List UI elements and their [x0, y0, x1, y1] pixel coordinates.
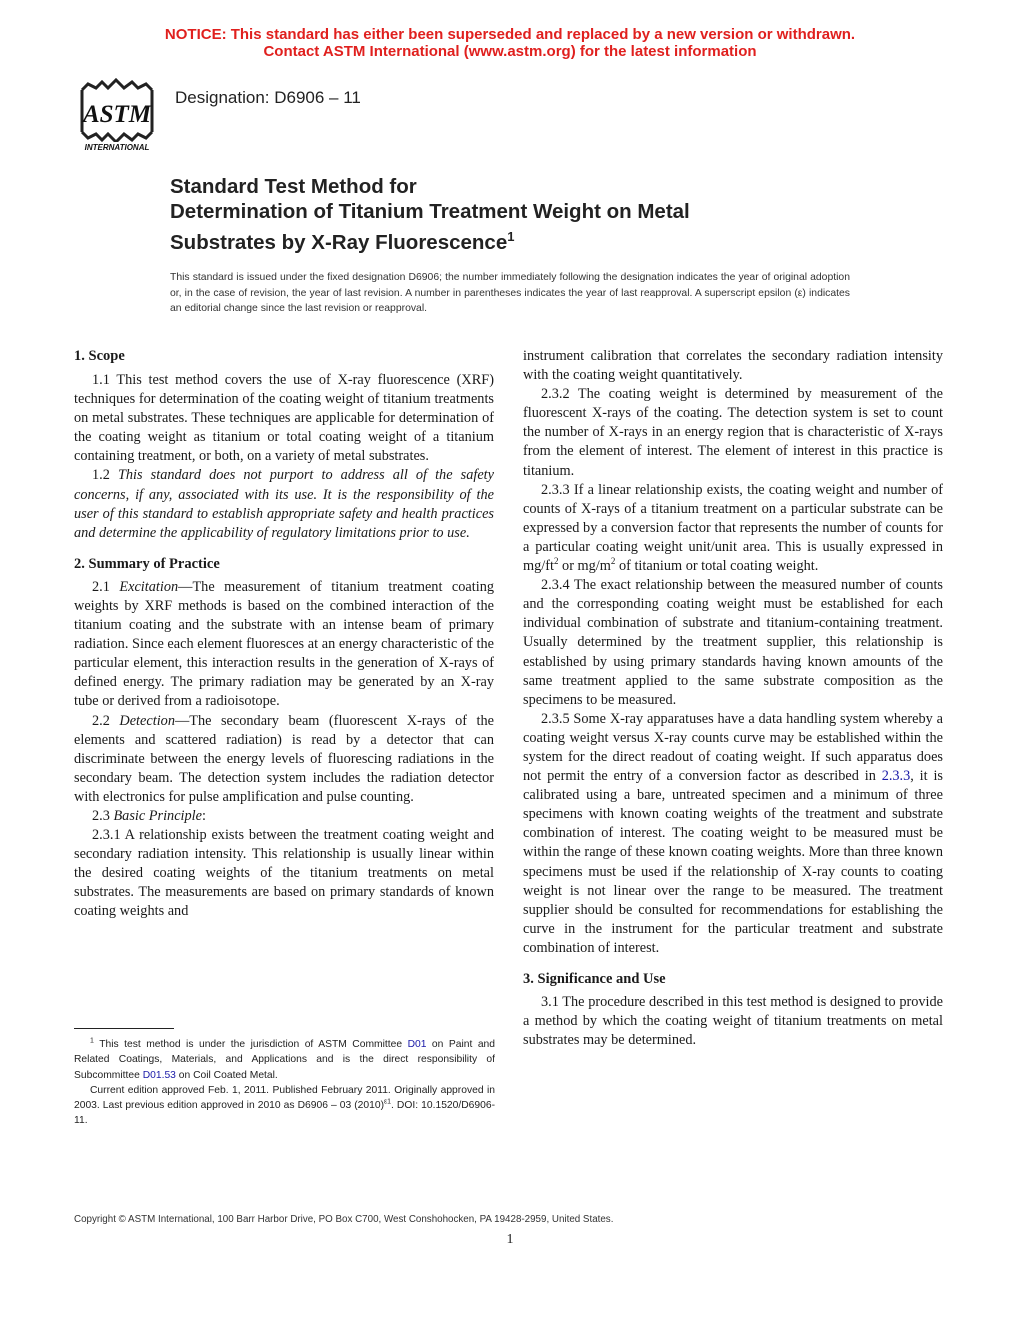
section-heading-summary: 2. Summary of Practice [74, 555, 220, 572]
document-title [170, 174, 890, 255]
title-line-3: Substrates by X-Ray Fluorescence$^1$ [170, 229, 515, 254]
section-heading-scope: 1. Scope [74, 348, 125, 364]
notice-line-1: NOTICE: This standard has either been superseded and replaced by a new version or withdrawn. [164, 26, 856, 43]
paragraph-2-3-2: 2.3.2 The coating weight is determined by measurement of the fluorescent X-rays of the coating. The detection system is set to count the number of X-rays in an energy region that is characteristic of X-rays from the element of interest. The element of interest in this practice is titanium. [523, 386, 943, 479]
title-line-1: Standard Test Method for [170, 175, 417, 198]
paragraph-2-3-3: 2.3.3 If a linear relationship exists, the coating weight and number of counts of X-rays of a titanium treatment on a particular substrate can be expressed by a conversion factor that represents the number of counts for a particular coating weight unit/unit area. This is usually expressed in $mg/ft^2$ or $mg/m^2$ of titanium or total coating weight. [523, 481, 943, 575]
cross-reference-link[interactable]: 2.3.3 [881, 768, 911, 785]
paragraph-2-3-1-start: 2.3.1 A relationship exists between the treatment coating weight and secondary radiation intensity. This relationship is usually linear within the desired coating weights of the titanium treatments on metal substrates. The measurements are based on primary standards of known coating weights and [74, 827, 494, 920]
title-line-2: Determination of Titanium Treatment Weight on Metal [170, 200, 690, 223]
preface-note: This standard is issued under the fixed designation D6906; the number immediately following the designation indicates the year of original adoption or, in the case of revision, the year of last revision. A number in parentheses indicates the year of last reapproval. A superscript epsilon (ε) indicates an editorial change since the last revision or reapproval. [170, 272, 850, 314]
paragraph-1-1: 1.1 This test method covers the use of X-ray fluorescence (XRF) techniques for determination of the coating weight of titanium treatments on metal substrates. These techniques are applicable for determination of the coating weight as titanium or total coating weight of a titanium containing treatment, or both, on a variety of metal substrates. [74, 372, 494, 465]
logo-subtitle: INTERNATIONAL [84, 143, 150, 152]
paragraph-2-3: 2.3 Basic Principle: [92, 807, 206, 824]
footnote-1: $^1$ This test method is under the jurisdiction of ASTM Committee D01 on Paint and Related Coatings, Materials, and Applications and is the direct responsibility of Subcommittee D01.53 on Coil Coated Metal. [74, 1037, 496, 1081]
title-footnote-mark: 1 [507, 229, 515, 244]
subcommittee-link[interactable]: D01.53 [142, 1069, 176, 1081]
designation: Designation: D6906 – 11 [175, 88, 361, 107]
section-heading-significance: 3. Significance and Use [523, 971, 666, 987]
paragraph-2-1: 2.1 Excitation—The measurement of titanium treatment coating weights by XRF methods is based on the combined interaction of the titanium coating and the substrate with an intense beam of primary radiation. Since each element fluoresces at an energy characteristic of the particular element, this interaction results in the generation of X-rays of defined energy. The primary radiation may be generated by an X-ray tube or derived from a radioisotope. [74, 578, 494, 710]
astm-logo-icon [74, 76, 160, 152]
paragraph-2-3-4: 2.3.4 The exact relationship between the measured number of counts and the corresponding coating weight must be established for each individual combination of substrate and titanium-containing treatment. Usually determined by the treatment supplier, this relationship is established by using primary standards having known amounts of the same treatment applied to the same substrate composition as the specimens to be measured. [523, 577, 943, 708]
logo-letters: ASTM [82, 101, 152, 128]
footnote-divider [74, 1028, 174, 1029]
footnotes [74, 1037, 495, 1129]
paragraph-2-3-5: 2.3.5 Some X-ray apparatuses have a data handling system whereby a coating weight versus X-ray counts curve may be established within the system for the direct readout of coating weight. If such apparatus does not permit the entry of a conversion factor as described in 2.3.3, it is calibrated using a bare, untreated specimen and a minimum of three specimens with known coating weights of the treatment and substrate combination of interest. The coating weight to be measured must be within the range of these known coating weights. More than three known specimens must be used if the relationship of X-ray counts to coating weight is not linear over the range to be measured. The treatment supplier should be consulted for recommendations for establishing the curve in the instrument for the particular treatment and substrate combination of interest. [523, 710, 943, 956]
paragraph-2-3-1-end: instrument calibration that correlates the secondary radiation intensity with the coating weight quantitatively. [523, 348, 943, 384]
notice-line-2: Contact ASTM International (www.astm.org) for the latest information [263, 43, 757, 60]
copyright: Copyright © ASTM International, 100 Barr Harbor Drive, PO Box C700, West Conshohocken, PA 19428-2959, United States. [74, 1214, 614, 1225]
left-column [74, 347, 494, 922]
page-number: 1 [506, 1232, 514, 1247]
paragraph-1-2: 1.2 This standard does not purport to address all of the safety concerns, if any, associated with its use. It is the responsibility of the user of this standard to establish appropriate safety and health practices and determine the applicability of regulatory limitations prior to use. [74, 467, 494, 541]
superseded-notice [0, 26, 1020, 60]
footnote-edition: Current edition approved Feb. 1, 2011. Published February 2011. Originally approved in 2003. Last previous edition approved in 2010 as D6906 – 03 $(2010)^{\varepsilon 1}$. DOI: 10.1520/D6906-11. [74, 1084, 496, 1127]
paragraph-3-1: 3.1 The procedure described in this test method is designed to provide a method by which the coating weight of titanium treatments on metal substrates may be determined. [523, 994, 943, 1049]
paragraph-2-2: 2.2 Detection—The secondary beam (fluorescent X-rays of the elements and scattered radiation) is read by a detector that can discriminate between the energy levels of fluorescing radiations in the secondary beam. The detection system includes the radiation detector with electronics for pulse amplification and pulse counting. [74, 712, 494, 805]
right-column [523, 347, 943, 1050]
committee-link[interactable]: D01 [407, 1039, 427, 1050]
